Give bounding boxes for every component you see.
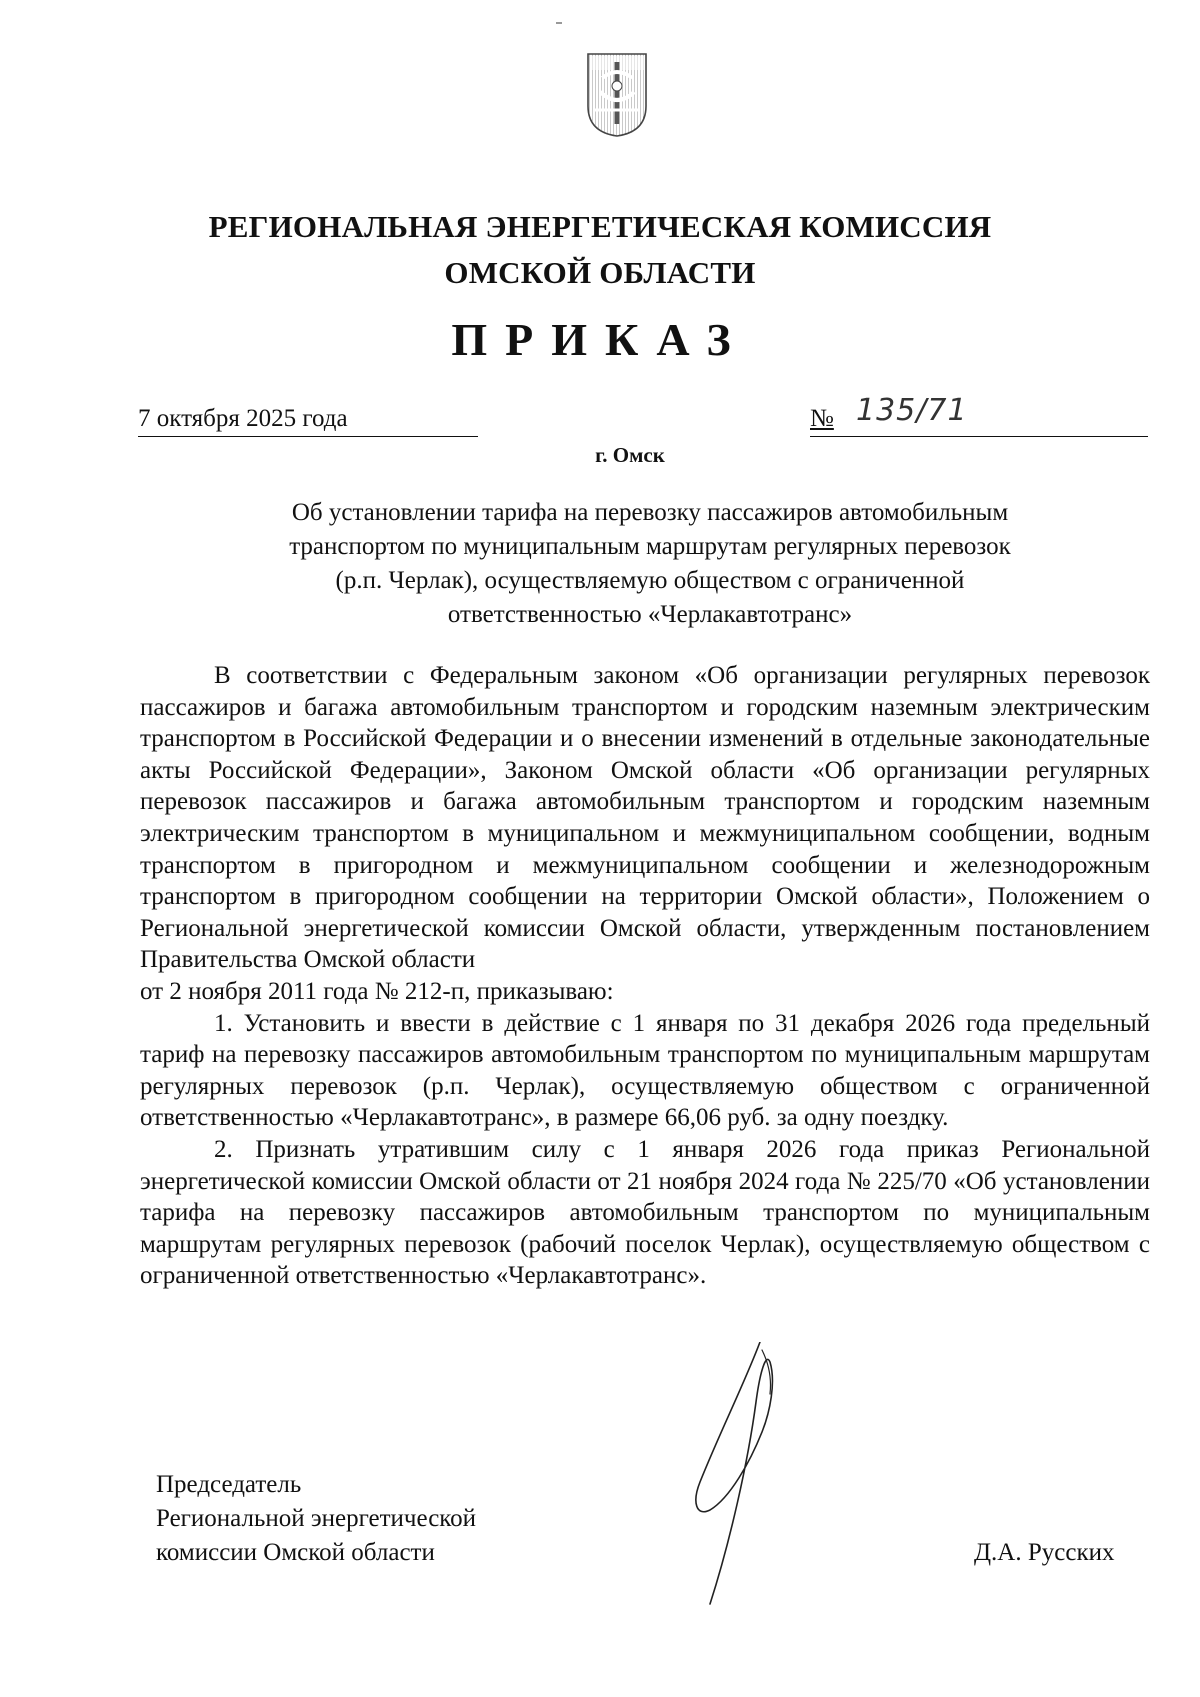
position-line: Региональной энергетической (156, 1505, 477, 1532)
order-date: 7 октября 2025 года (138, 404, 478, 437)
order-number-handwritten: 135/71 (856, 393, 968, 428)
subject-line: Об установлении тарифа на перевозку пассажиров автомобильным (291, 499, 1009, 526)
document-type-heading: ПРИКАЗ (451, 314, 749, 365)
handwritten-signature-icon (690, 1342, 860, 1612)
position-line: Председатель (156, 1471, 302, 1498)
coat-of-arms-icon (586, 52, 648, 138)
order-item-2: 2. Признать утратившим силу с 1 января 2026 года приказ Региональной энергетической комиссии Омской области от 21 ноября 2024 года № 225/70 «Об установлении тарифа на перевозку пассажиров автомобильным транспортом по муниципальным маршрутам регулярных перевозок (рабочий поселок Черлак), осуществляемую обществом с ограниченной ответственностью «Черлакавтотранс». (140, 1135, 1150, 1290)
subject-line: ответственностью «Черлакавтотранс» (447, 601, 853, 628)
number-sign: № (810, 405, 834, 432)
order-number-field (810, 393, 1148, 437)
preamble-closing-line: от 2 ноября 2011 года № 212-п, приказываю: (140, 977, 614, 1005)
preamble-paragraph: В соответствии с Федеральным законом «Об организации регулярных перевозок пассажиров и багажа автомобильным транспортом и городским наземным электрическим транспортом в Российской Федерации и о внесении изменений в отдельные законодательные акты Российской Федерации», Законом Омской области «Об организации регулярных перевозок пассажиров и багажа автомобильным транспортом и городским наземным электрическим транспортом в муниципальном и межмуниципальном сообщении, водным транспортом в пригородном и межмуниципальном сообщении и железнодорожным транспортом в пригородном сообщении на территории Омской области», Положением о Региональной энергетической комиссии Омской области, утвержденным постановлением Правительства Омской области (140, 662, 1150, 974)
signatory-position (156, 1468, 476, 1570)
subject-line: (р.п. Черлак), осуществляемую обществом с ограниченной (335, 567, 965, 594)
city-of-issue: г. Омск (595, 443, 665, 467)
organization-title (0, 204, 1200, 296)
organization-title-line2: ОМСКОЙ ОБЛАСТИ (444, 255, 756, 290)
subject-line: транспортом по муниципальным маршрутам регулярных перевозок (289, 533, 1011, 560)
order-item-1: 1. Установить и ввести в действие с 1 января по 31 декабря 2026 года предельный тариф на перевозку пассажиров автомобильным транспортом по муниципальным маршрутам регулярных перевозок (р.п. Черлак), осуществляемую обществом с ограниченной ответственностью «Черлакавтотранс», в размере 66,06 руб. за одну поездку. (140, 1009, 1150, 1132)
position-line: комиссии Омской области (156, 1539, 435, 1566)
order-subject (140, 496, 1160, 632)
scan-artifact (556, 22, 562, 24)
organization-title-line1: РЕГИОНАЛЬНАЯ ЭНЕРГЕТИЧЕСКАЯ КОМИССИЯ (208, 209, 992, 244)
signer-name: Д.А. Русских (974, 1539, 1115, 1566)
order-body (140, 660, 1150, 1292)
